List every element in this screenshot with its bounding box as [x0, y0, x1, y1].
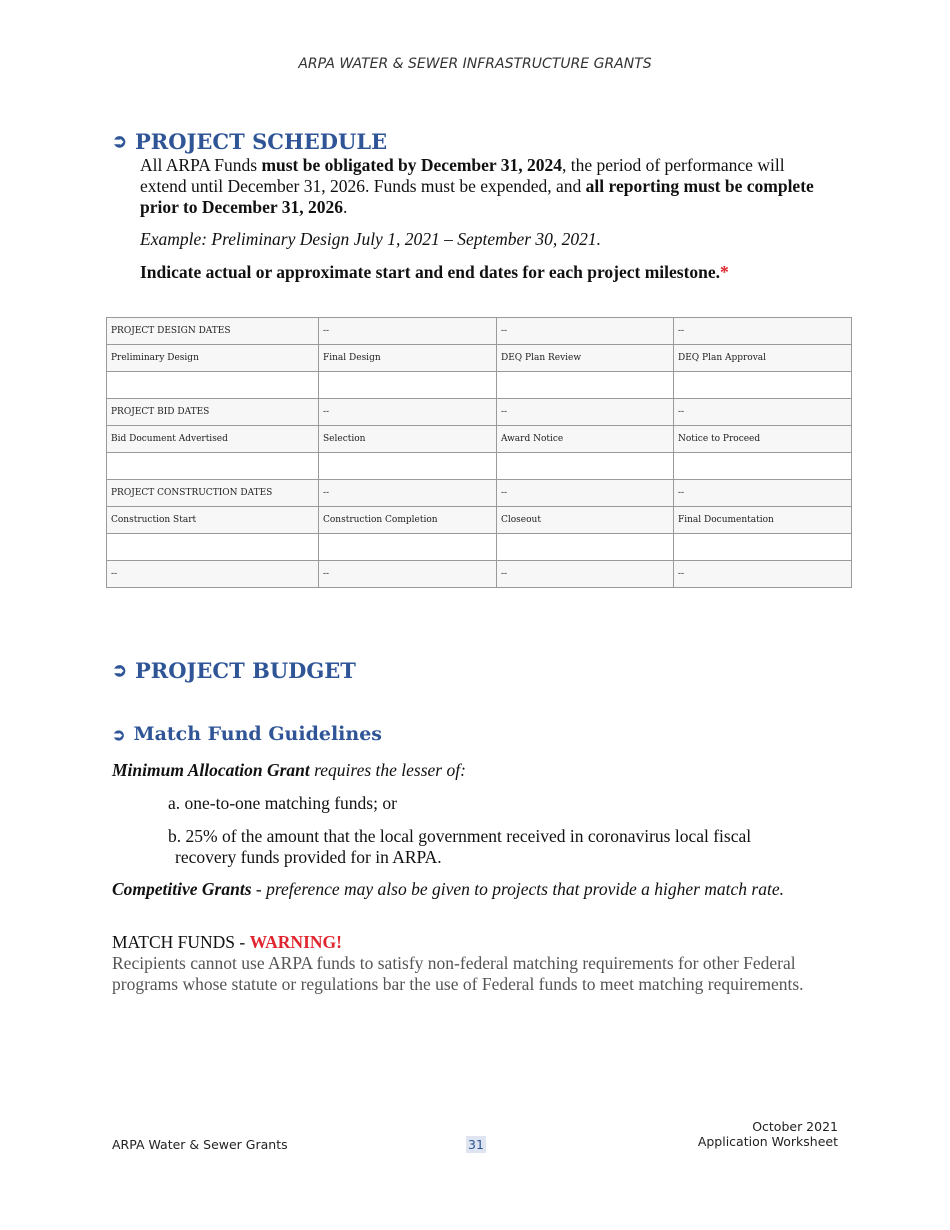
- table-cell: Final Documentation: [674, 507, 852, 534]
- table-row: [107, 561, 852, 588]
- table-row: [107, 318, 852, 345]
- footer-date: October 2021: [752, 1119, 838, 1134]
- schedule-table: [106, 317, 852, 588]
- arrow-right-icon: ➲: [112, 131, 127, 152]
- table-cell: --: [319, 399, 497, 426]
- table-cell: --: [674, 318, 852, 345]
- arrow-right-icon: ➲: [112, 724, 126, 744]
- warning-text: WARNING!: [249, 932, 342, 952]
- table-cell: Award Notice: [497, 426, 674, 453]
- intro-text-3: .: [343, 197, 348, 217]
- date-entry-cell[interactable]: [319, 534, 497, 561]
- date-entry-cell[interactable]: [497, 372, 674, 399]
- match-funds-text: Recipients cannot use ARPA funds to satisfy non-federal matching requirements for other Federal programs whose statute or regulations bar the use of Federal funds to meet matching requirements.: [112, 953, 804, 994]
- table-row: [107, 345, 852, 372]
- page-number-text: 31: [468, 1137, 484, 1152]
- match-funds-label: [112, 932, 342, 953]
- table-row: [107, 426, 852, 453]
- schedule-intro: [140, 155, 820, 218]
- footer-doc: Application Worksheet: [697, 1134, 838, 1149]
- table-row: [107, 534, 852, 561]
- table-cell: DEQ Plan Approval: [674, 345, 852, 372]
- table-cell: --: [497, 561, 674, 588]
- min-grant-bold: Minimum Allocation Grant: [112, 760, 310, 780]
- schedule-heading-text: PROJECT SCHEDULE: [134, 129, 388, 154]
- date-entry-cell[interactable]: [674, 453, 852, 480]
- intro-bold-2: all reporting must be complete prior to December 31, 2026: [140, 176, 814, 217]
- table-cell: --: [107, 561, 319, 588]
- table-cell: Preliminary Design: [107, 345, 319, 372]
- date-entry-cell[interactable]: [319, 372, 497, 399]
- table-cell: Closeout: [497, 507, 674, 534]
- page-header: ARPA WATER & SEWER INFRASTRUCTURE GRANTS: [298, 56, 652, 72]
- intro-text-2: , the period of performance will extend until December 31, 2026. Funds must be expended, and: [140, 155, 785, 196]
- table-cell: --: [497, 318, 674, 345]
- table-cell: --: [674, 399, 852, 426]
- date-entry-cell[interactable]: [497, 453, 674, 480]
- table-cell: --: [497, 480, 674, 507]
- intro-text-1: All ARPA Funds: [140, 155, 262, 175]
- table-cell: Construction Completion: [319, 507, 497, 534]
- table-row: [107, 453, 852, 480]
- instruction-text: Indicate actual or approximate start and end dates for each project milestone.: [140, 262, 721, 282]
- list-item-b-line1: b. 25% of the amount that the local government received in coronavirus local fiscal: [168, 826, 752, 846]
- table-cell: PROJECT CONSTRUCTION DATES: [107, 480, 319, 507]
- table-cell: --: [319, 318, 497, 345]
- date-entry-cell[interactable]: [674, 372, 852, 399]
- footer-right: [698, 1119, 838, 1149]
- date-entry-cell[interactable]: [107, 534, 319, 561]
- budget-heading-text: PROJECT BUDGET: [134, 658, 356, 683]
- min-grant-rest: requires the lesser of:: [309, 760, 466, 780]
- table-cell: --: [497, 399, 674, 426]
- table-row: [107, 507, 852, 534]
- list-item-a: a. one-to-one matching funds; or: [168, 793, 397, 813]
- intro-bold-1: must be obligated by December 31, 2024: [261, 155, 562, 175]
- footer-left: ARPA Water & Sewer Grants: [112, 1137, 288, 1152]
- arrow-right-icon: ➲: [112, 660, 127, 681]
- table-cell: Selection: [319, 426, 497, 453]
- page-number: [466, 1137, 486, 1152]
- table-cell: Construction Start: [107, 507, 319, 534]
- schedule-instruction: [140, 262, 820, 283]
- table-cell: --: [674, 480, 852, 507]
- list-item-b-line2: recovery funds provided for in ARPA.: [175, 847, 442, 867]
- date-entry-cell[interactable]: [674, 534, 852, 561]
- match-heading: [112, 723, 382, 745]
- schedule-heading: [112, 129, 387, 154]
- match-heading-text: Match Fund Guidelines: [133, 723, 382, 745]
- table-cell: --: [319, 561, 497, 588]
- date-entry-cell[interactable]: [107, 372, 319, 399]
- list-item-b: [168, 826, 848, 868]
- date-entry-cell[interactable]: [497, 534, 674, 561]
- table-cell: PROJECT DESIGN DATES: [107, 318, 319, 345]
- table-cell: Final Design: [319, 345, 497, 372]
- table-row: [107, 399, 852, 426]
- table-cell: --: [319, 480, 497, 507]
- required-asterisk: *: [720, 262, 729, 282]
- competitive-bold: Competitive Grants: [112, 879, 252, 899]
- match-funds-label-text: MATCH FUNDS -: [112, 932, 250, 952]
- table-cell: Bid Document Advertised: [107, 426, 319, 453]
- table-row: [107, 480, 852, 507]
- table-row: [107, 372, 852, 399]
- schedule-example: Example: Preliminary Design July 1, 2021 – September 30, 2021.: [140, 229, 602, 249]
- min-grant-line: [112, 760, 466, 781]
- table-cell: PROJECT BID DATES: [107, 399, 319, 426]
- table-cell: DEQ Plan Review: [497, 345, 674, 372]
- date-entry-cell[interactable]: [107, 453, 319, 480]
- table-cell: Notice to Proceed: [674, 426, 852, 453]
- table-cell: --: [674, 561, 852, 588]
- budget-heading: [112, 658, 356, 683]
- date-entry-cell[interactable]: [319, 453, 497, 480]
- competitive-rest: - preference may also be given to projects that provide a higher match rate.: [251, 879, 785, 899]
- competitive-line: [112, 879, 832, 900]
